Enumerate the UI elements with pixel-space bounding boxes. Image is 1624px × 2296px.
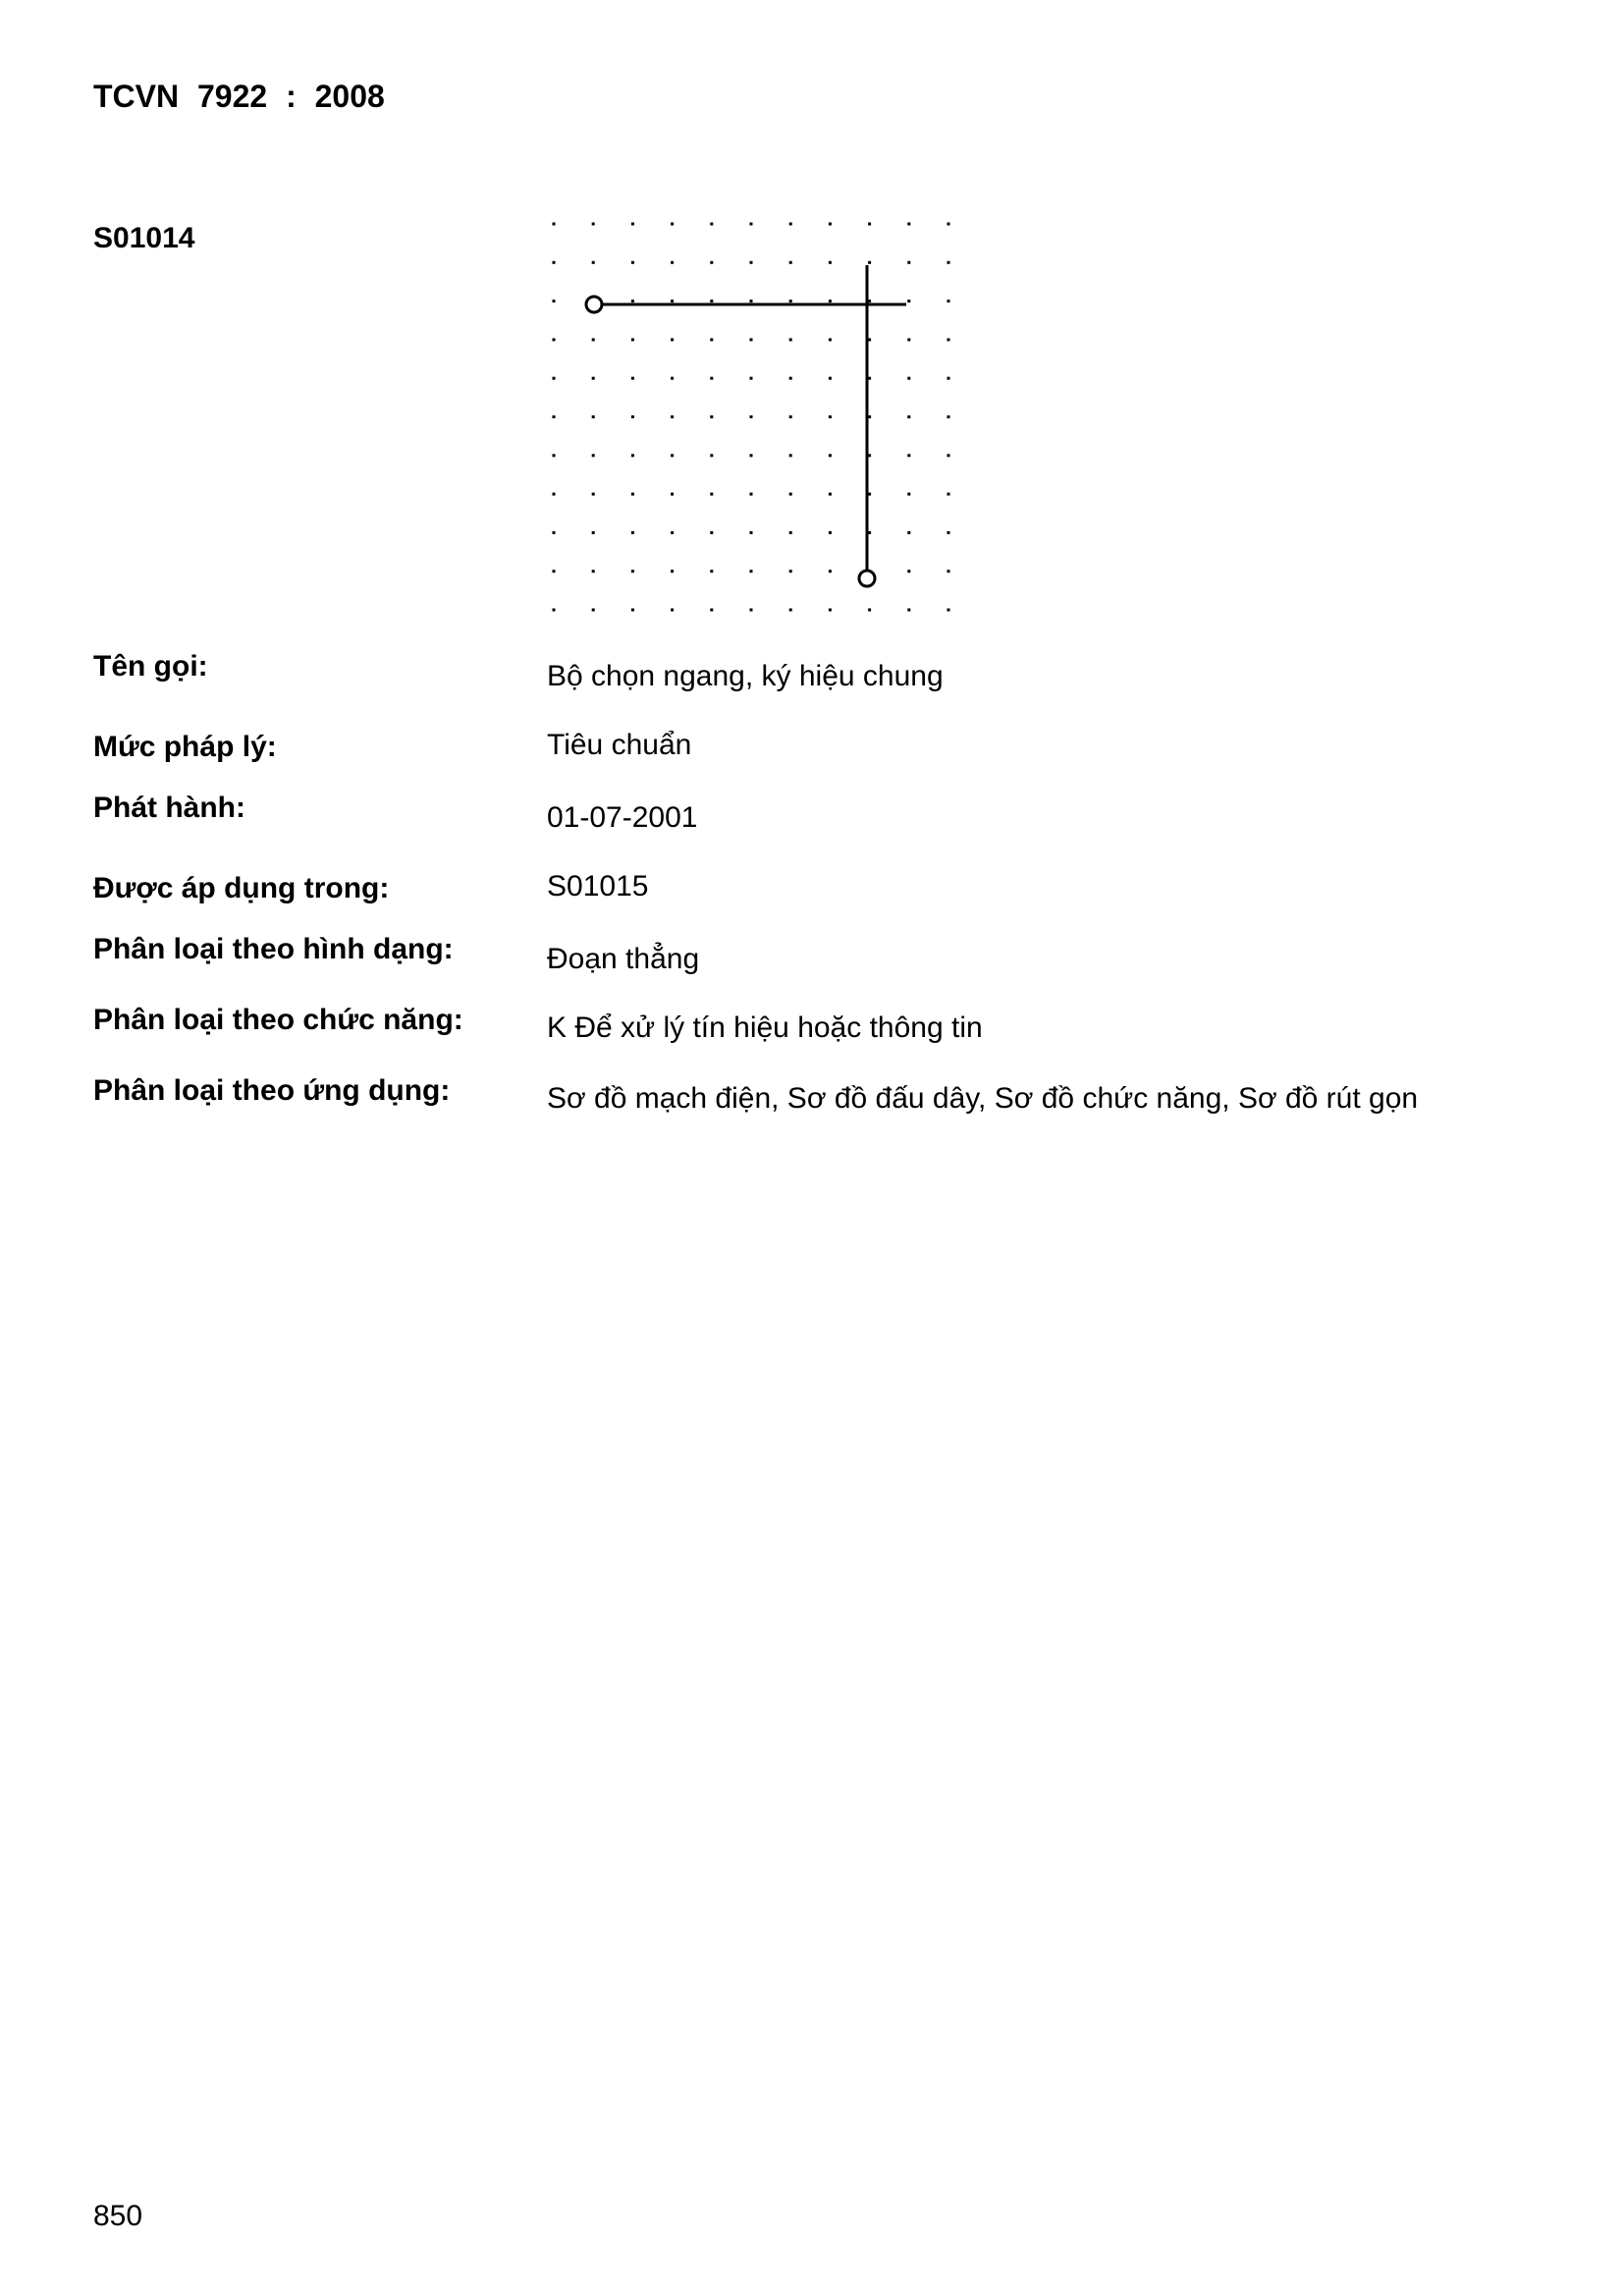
grid-dot (868, 454, 871, 457)
grid-dot (671, 223, 674, 226)
field-value-legal-level: Tiêu chuẩn (547, 729, 692, 761)
bottom-terminal-circle (859, 571, 875, 586)
field-value-function-class: K Để xử lý tín hiệu hoặc thông tin (547, 1011, 983, 1044)
grid-dot (829, 609, 832, 612)
grid-dot (671, 300, 674, 302)
grid-dot (789, 570, 792, 573)
grid-dot (829, 454, 832, 457)
grid-dot (631, 300, 634, 302)
grid-dot (868, 609, 871, 612)
field-value-application-class: Sơ đồ mạch điện, Sơ đồ đấu dây, Sơ đồ chức năng, Sơ đồ rút gọn (547, 1082, 1419, 1115)
grid-dot (710, 338, 713, 341)
grid-dot (553, 377, 556, 380)
grid-dot (829, 261, 832, 264)
field-label-applied-in: Được áp dụng trong: (93, 872, 390, 904)
grid-dot (710, 609, 713, 612)
symbol-code: S01014 (93, 222, 195, 254)
grid-dot (829, 531, 832, 534)
grid-dot (750, 377, 753, 380)
grid-dot (868, 531, 871, 534)
grid-dot (829, 415, 832, 418)
grid-dot (829, 377, 832, 380)
grid-dot (592, 261, 595, 264)
grid-dot (907, 609, 910, 612)
grid-dot (829, 570, 832, 573)
field-label-name: Tên gọi: (93, 650, 208, 683)
grid-dot (947, 609, 950, 612)
grid-dot (789, 415, 792, 418)
grid-dot (553, 493, 556, 496)
page-number: 850 (93, 2200, 143, 2232)
grid-dot (592, 570, 595, 573)
field-label-legal-level: Mức pháp lý: (93, 731, 277, 763)
grid-dot (829, 493, 832, 496)
grid-dot (947, 454, 950, 457)
field-label-issued: Phát hành: (93, 792, 245, 824)
grid-dot (789, 377, 792, 380)
grid-dot (750, 261, 753, 264)
grid-dot (631, 609, 634, 612)
grid-dot (907, 531, 910, 534)
grid-dot (631, 338, 634, 341)
grid-dot (553, 454, 556, 457)
grid-dot (671, 338, 674, 341)
grid-dot (789, 493, 792, 496)
grid-dot (710, 223, 713, 226)
grid-dot (907, 377, 910, 380)
grid-dot (553, 570, 556, 573)
grid-dot (710, 415, 713, 418)
grid-dot (868, 261, 871, 264)
grid-dot (947, 531, 950, 534)
grid-dot (947, 570, 950, 573)
grid-dot (829, 338, 832, 341)
document-header: TCVN 7922 : 2008 (93, 79, 385, 114)
grid-dot (868, 300, 871, 302)
grid-dot (947, 377, 950, 380)
grid-dot (553, 261, 556, 264)
grid-dot (671, 454, 674, 457)
grid-dot (631, 493, 634, 496)
grid-dot (868, 223, 871, 226)
grid-dot (671, 415, 674, 418)
grid-dot (710, 261, 713, 264)
grid-dot (671, 377, 674, 380)
grid-dot (592, 454, 595, 457)
grid-dot (671, 493, 674, 496)
grid-dot (553, 415, 556, 418)
grid-dot (750, 300, 753, 302)
grid-dot (907, 415, 910, 418)
grid-dot (907, 300, 910, 302)
grid-dot (750, 415, 753, 418)
grid-dot (750, 493, 753, 496)
grid-dot (631, 415, 634, 418)
field-label-function-class: Phân loại theo chức năng: (93, 1004, 463, 1036)
grid-dot (710, 454, 713, 457)
grid-dot (631, 261, 634, 264)
grid-dot (907, 570, 910, 573)
grid-dot (710, 493, 713, 496)
grid-dot (750, 223, 753, 226)
grid-dot (829, 223, 832, 226)
grid-dot (789, 300, 792, 302)
grid-dot (868, 338, 871, 341)
grid-dot (947, 338, 950, 341)
grid-dot (868, 377, 871, 380)
grid-dot (947, 223, 950, 226)
field-value-name: Bộ chọn ngang, ký hiệu chung (547, 660, 944, 692)
grid-dot (829, 300, 832, 302)
grid-dot (592, 338, 595, 341)
grid-dot (789, 261, 792, 264)
grid-dot (750, 338, 753, 341)
grid-dot (907, 338, 910, 341)
grid-dot (592, 223, 595, 226)
field-label-shape-class: Phân loại theo hình dạng: (93, 933, 454, 965)
field-value-shape-class: Đoạn thẳng (547, 943, 700, 975)
grid-dot (631, 531, 634, 534)
grid-dot (553, 338, 556, 341)
grid-dot (947, 261, 950, 264)
grid-dot (907, 493, 910, 496)
grid-dot (592, 531, 595, 534)
grid-dot (868, 415, 871, 418)
grid-dot (868, 493, 871, 496)
grid-dot (671, 570, 674, 573)
field-value-applied-in: S01015 (547, 870, 649, 902)
grid-dot (553, 223, 556, 226)
grid-dots (553, 223, 950, 612)
grid-dot (631, 223, 634, 226)
grid-dot (592, 493, 595, 496)
grid-dot (789, 338, 792, 341)
grid-dot (907, 223, 910, 226)
grid-dot (592, 609, 595, 612)
grid-dot (750, 531, 753, 534)
grid-dot (671, 609, 674, 612)
grid-dot (631, 454, 634, 457)
grid-dot (710, 570, 713, 573)
grid-dot (750, 454, 753, 457)
grid-dot (947, 300, 950, 302)
grid-dot (750, 609, 753, 612)
grid-dot (592, 377, 595, 380)
grid-dot (553, 531, 556, 534)
grid-dot (553, 609, 556, 612)
grid-dot (789, 609, 792, 612)
grid-dot (671, 261, 674, 264)
grid-dot (631, 377, 634, 380)
grid-dot (789, 531, 792, 534)
grid-dot (907, 261, 910, 264)
grid-dot (947, 415, 950, 418)
grid-dot (631, 570, 634, 573)
grid-dot (789, 454, 792, 457)
field-label-application-class: Phân loại theo ứng dụng: (93, 1074, 451, 1107)
grid-dot (947, 493, 950, 496)
grid-dot (592, 415, 595, 418)
field-value-issued: 01-07-2001 (547, 801, 698, 834)
grid-dot (750, 570, 753, 573)
grid-dot (907, 454, 910, 457)
symbol-figure (538, 208, 962, 625)
grid-dot (671, 531, 674, 534)
grid-dot (553, 300, 556, 302)
grid-dot (710, 300, 713, 302)
grid-dot (710, 531, 713, 534)
grid-dot (789, 223, 792, 226)
grid-dot (710, 377, 713, 380)
left-terminal-circle (586, 297, 602, 312)
